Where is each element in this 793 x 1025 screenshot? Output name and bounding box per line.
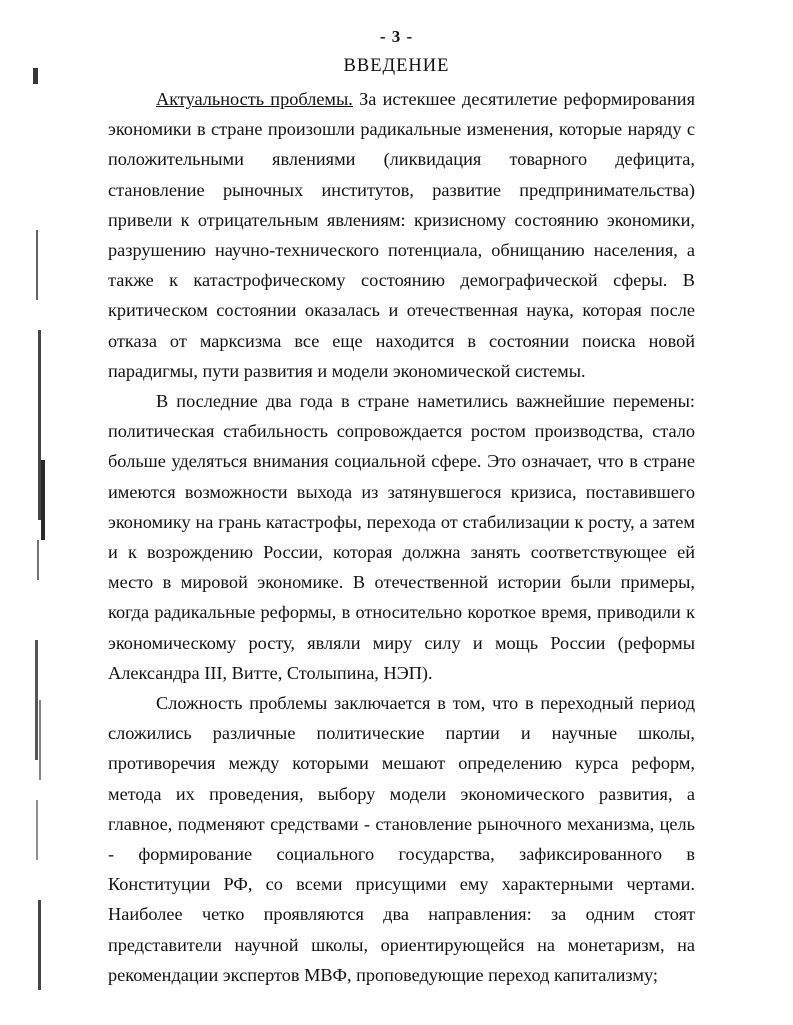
section-title: ВВЕДЕНИЕ — [343, 56, 450, 76]
paragraph-lead: Актуальность проблемы. — [156, 89, 353, 109]
document-body — [108, 84, 695, 990]
paragraph-complexity: Сложность проблемы заключается в том, что в переходный период сложились различные политические партии и научные школы, противоречия между которыми мешают определению курса реформ, метода их проведения, выбору модели экономического развития, а главное, подменяют средствами - становление рыночного механизма, цель - формирование социального государства, зафиксированного в Конституции РФ, со всеми присущими ему характерными чертами. Наиболее четко проявляются два направления: за одним стоят представители научной школы, ориентирующейся на монетаризм, на рекомендации экспертов МВФ, проповедующие переход капитализму; — [108, 693, 695, 985]
paragraph-relevance — [108, 84, 695, 386]
scan-binding-artifact — [30, 40, 52, 1000]
paragraph-recent-changes: В последние два года в стране наметились важнейшие перемены: политическая стабильность сопровождается ростом производства, стало больше уделяться внимания социальной сфере. Это означает, что в стране имеются возможности выхода из затянувшегося кризиса, поставившего экономику на грань катастрофы, перехода от стабилизации к росту, а затем и к возрождению России, которая должна занять соответствующее ей место в мировой экономике. В отечественной истории были примеры, когда радикальные реформы, в относительно короткое время, приводили к экономическому росту, являли миру силу и мощь России (реформы Александра III, Витте, Столыпина, НЭП). — [108, 391, 695, 683]
paragraph-text: За истекшее десятилетие реформирования экономики в стране произошли радикальные изменения, которые наряду с положительными явлениями (ликвидация товарного дефицита, становление рыночных институтов, развитие предпринимательства) привели к отрицательным явлениям: кризисному состоянию экономики, разрушению научно-технического потенциала, обнищанию населения, а также к катастрофическому состоянию демографической сферы. В критическом состоянии оказалась и отечественная наука, которая после отказа от марксизма все еще находится в состоянии поиска новой парадигмы, пути развития и модели экономической системы. — [108, 89, 695, 381]
page-number: - 3 - — [379, 27, 414, 46]
